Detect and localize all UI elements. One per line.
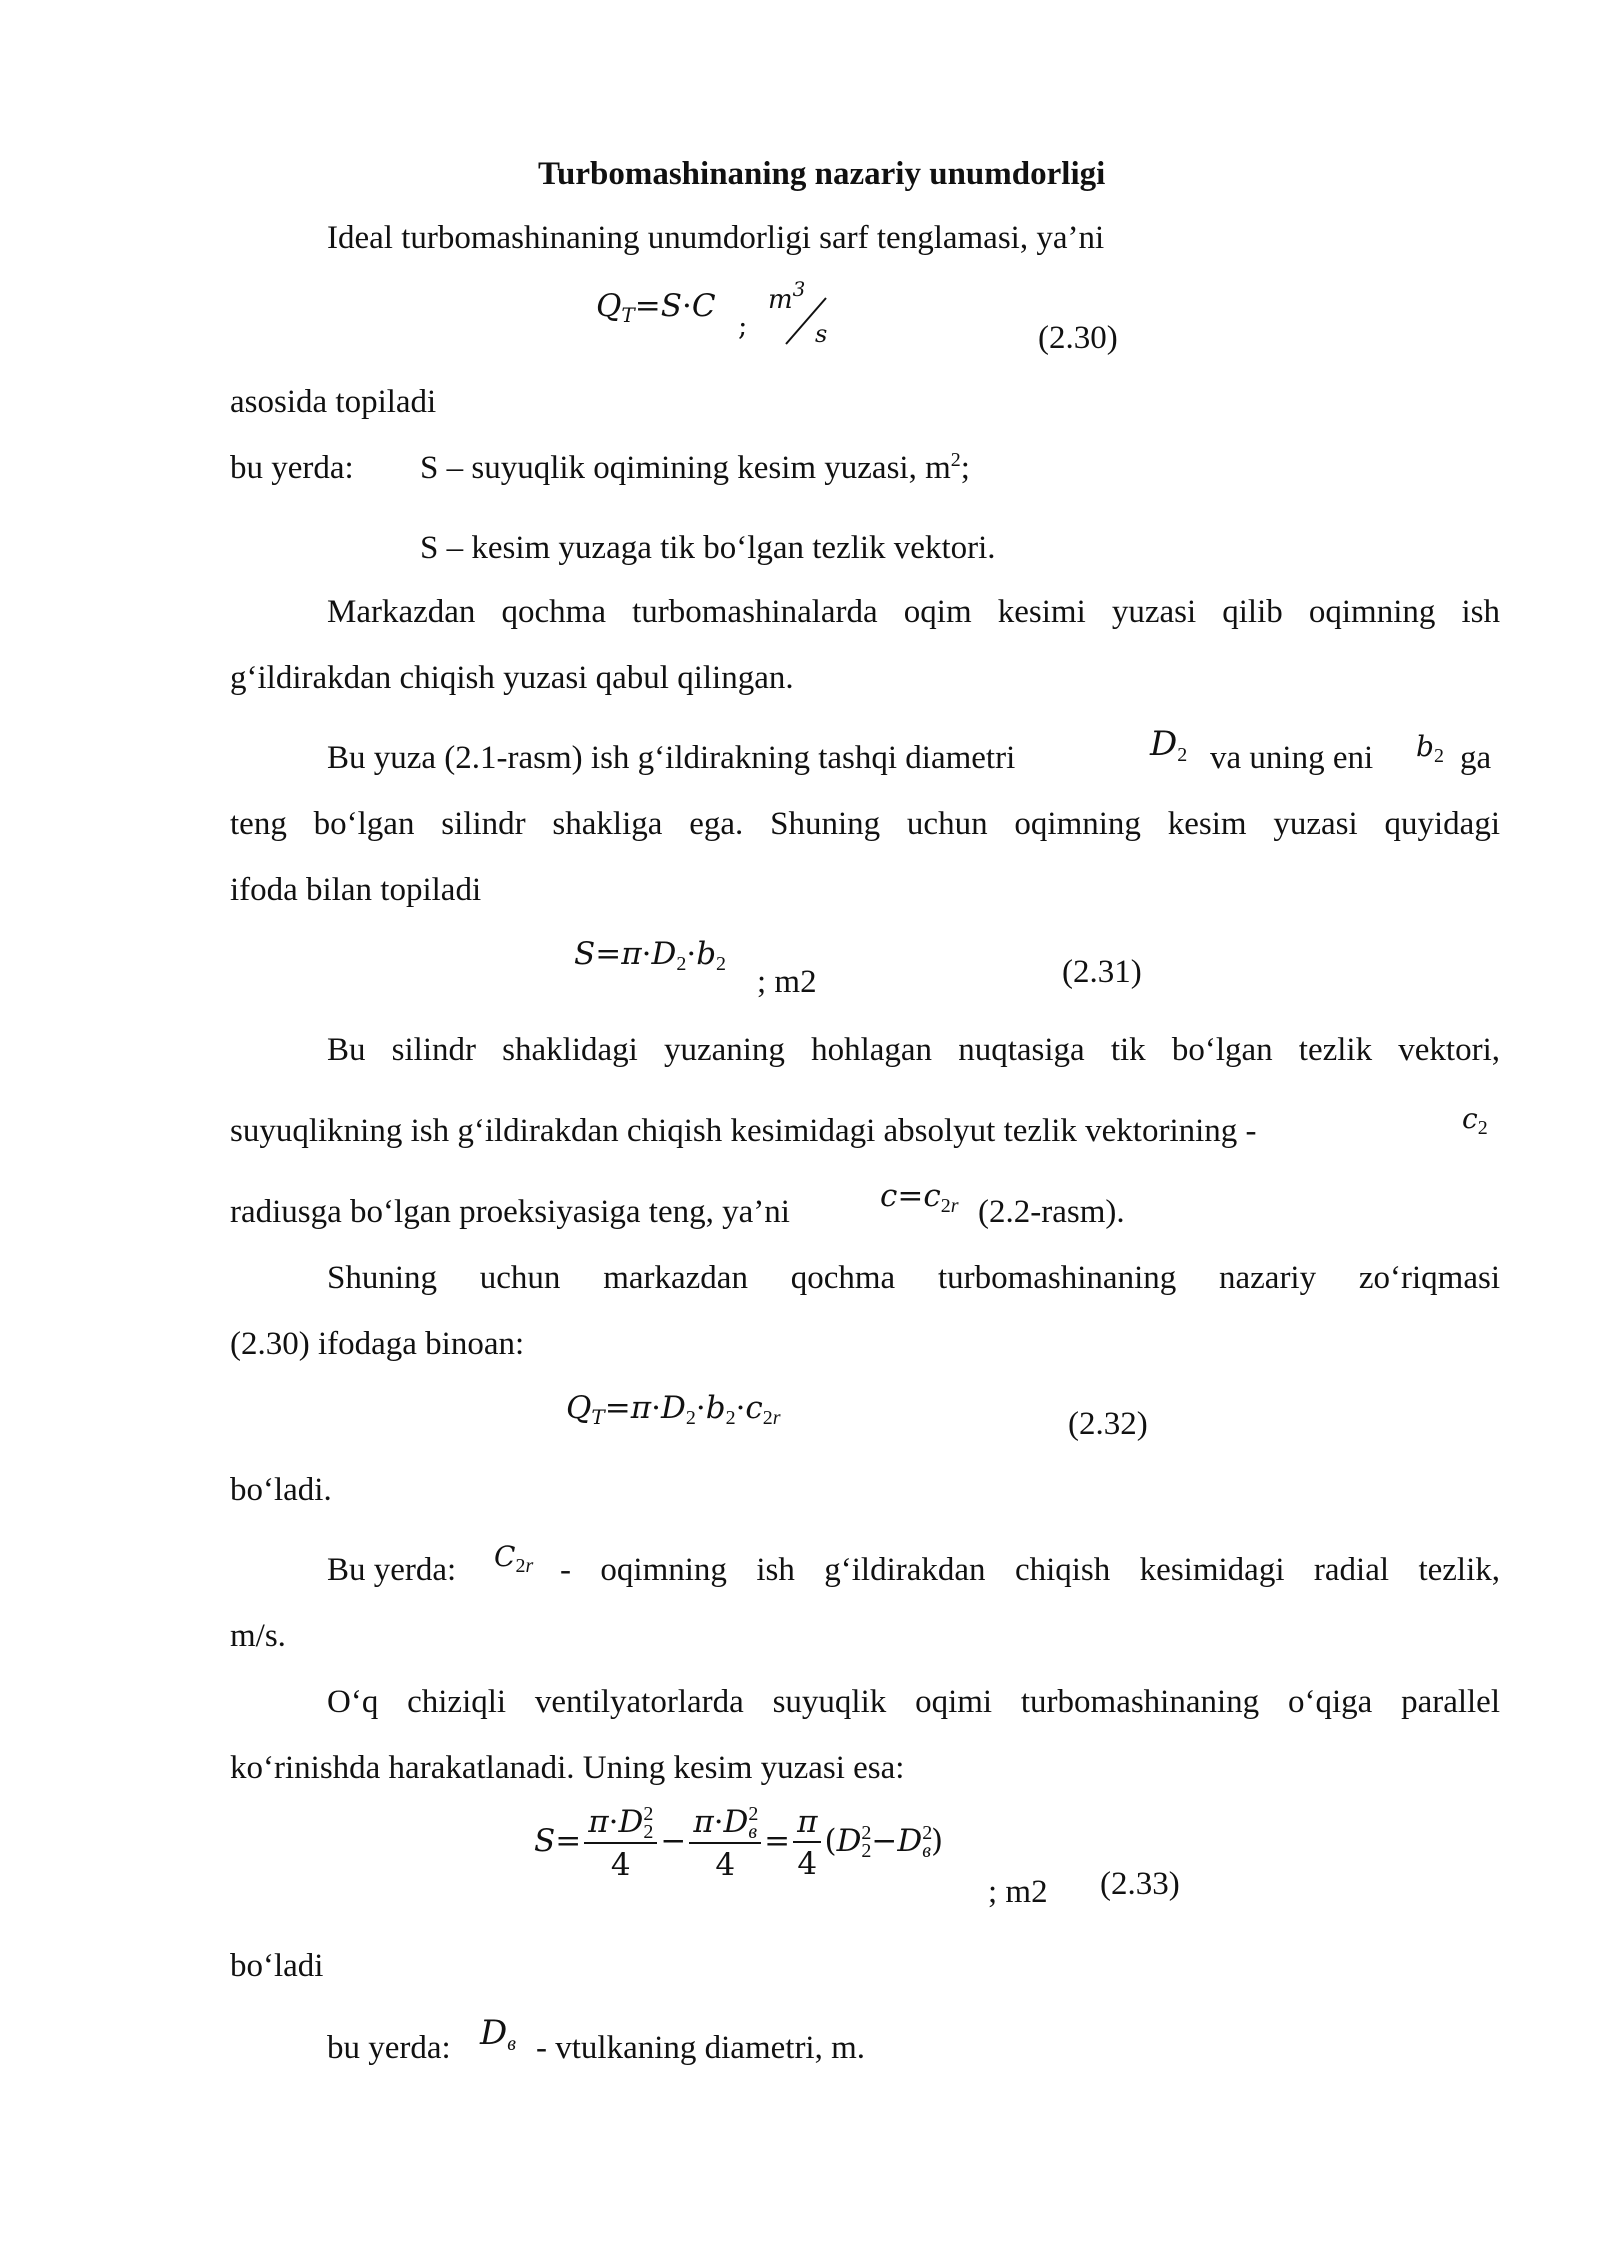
paragraph-7: bo‘ladi. (230, 1472, 332, 1508)
paragraph-5-line-3a: radiusga bo‘lgan proeksiyasiga teng, ya’ni (230, 1194, 790, 1230)
paragraph-8-part-b: - oqimning ish g‘ildirakdan chiqish kesimidagi radial tezlik, (560, 1552, 1500, 1588)
equation-2-33-number: (2.33) (1100, 1866, 1180, 1902)
section-title: Turbomashinaning nazariy unumdorligi (538, 156, 1106, 192)
paragraph-5-line-3b: (2.2-rasm). (978, 1194, 1125, 1230)
equation-2-30-unit-num: $m^3$ (768, 277, 806, 315)
paragraph-3-line-2: g‘ildirakdan chiqish yuzasi qabul qilingan. (230, 660, 794, 696)
paragraph-3-line-1: Markazdan qochma turbomashinalarda oqim kesimi yuzasi qilib oqimning ish (327, 594, 1500, 630)
paragraph-11-part-a: bu yerda: (327, 2030, 451, 2066)
paragraph-4-part-c: ga (1460, 740, 1492, 776)
equation-2-31: $S=\pi\cdot D_2\cdot b_2$ (574, 936, 727, 975)
paragraph-11-part-b: - vtulkaning diametri, m. (536, 2030, 866, 2066)
paragraph-4-part-a: Bu yuza (2.1-rasm) ish g‘ildirakning tashqi diametri (327, 740, 1016, 776)
equation-2-31-number: (2.31) (1062, 954, 1142, 990)
paragraph-1: Ideal turbomashinaning unumdorligi sarf tenglamasi, ya’ni (327, 220, 1105, 256)
inline-math-Dv: $D_в$ (480, 2013, 516, 2055)
equation-2-30-number: (2.30) (1038, 320, 1118, 356)
paragraph-8-part-a: Bu yerda: (327, 1552, 457, 1588)
equation-2-33-unit: ; m2 (988, 1874, 1048, 1910)
where-label: bu yerda: (230, 450, 354, 486)
equation-2-32: $Q_T=\pi\cdot D_2\cdot b_2\cdot c_{2r}$ (566, 1390, 781, 1429)
paragraph-4-line-3: ifoda bilan topiladi (230, 872, 482, 908)
paragraph-5-line-2: suyuqlikning ish g‘ildirakdan chiqish kesimidagi absolyut tezlik vektorining - (230, 1113, 1257, 1149)
paragraph-8-line-2: m/s. (230, 1618, 286, 1654)
inline-math-b2: $b_2$ (1416, 730, 1444, 767)
inline-math-D2: $D_2$ (1150, 724, 1188, 766)
paragraph-4-line-2: teng bo‘lgan silindr shakliga ega. Shuning uchun oqimning kesim yuzasi quyidagi (230, 806, 1500, 842)
equation-2-31-unit: ; m2 (757, 964, 817, 1000)
equation-2-32-number: (2.32) (1068, 1406, 1148, 1442)
equation-2-30-semicolon: ; (738, 309, 748, 342)
equation-2-33: S= $\frac{\pi\cdot D^2_2}{4}$ − $\frac{\pi\cdot D^2_в}{4}$ = $\frac{\pi}{4}$ $(D^2_2-D^2_в)$ (534, 1803, 944, 1883)
paragraph-9-line-2: ko‘rinishda harakatlanadi. Uning kesim yuzasi esa: (230, 1750, 905, 1786)
definition-C: S – kesim yuzaga tik bo‘lgan tezlik vektori. (420, 530, 996, 566)
inline-math-c-eq-c2r: $c=c_{2r}$ (880, 1178, 959, 1217)
paragraph-5-line-1: Bu silindr shaklidagi yuzaning hohlagan nuqtasiga tik bo‘lgan tezlik vektori, (327, 1032, 1500, 1068)
inline-math-C2r: $C_{2r}$ (494, 1540, 534, 1577)
paragraph-10: bo‘ladi (230, 1948, 324, 1984)
paragraph-6-line-1: Shuning uchun markazdan qochma turbomashinaning nazariy zo‘riqmasi (327, 1260, 1500, 1296)
paragraph-9-line-1: O‘q chiziqli ventilyatorlarda suyuqlik oqimi turbomashinaning o‘qiga parallel (327, 1684, 1500, 1720)
definition-S: S – suyuqlik oqimining kesim yuzasi, $m^2$; (420, 449, 970, 486)
equation-2-30-unit-den: s (815, 320, 828, 348)
paragraph-6-line-2: (2.30) ifodaga binoan: (230, 1326, 525, 1362)
equation-2-30: $Q_T=S\cdot C$ (596, 288, 716, 327)
paragraph-4-part-b: va uning eni (1210, 740, 1374, 776)
inline-math-c2: $c_2$ (1462, 1102, 1488, 1139)
paragraph-2: asosida topiladi (230, 384, 437, 420)
